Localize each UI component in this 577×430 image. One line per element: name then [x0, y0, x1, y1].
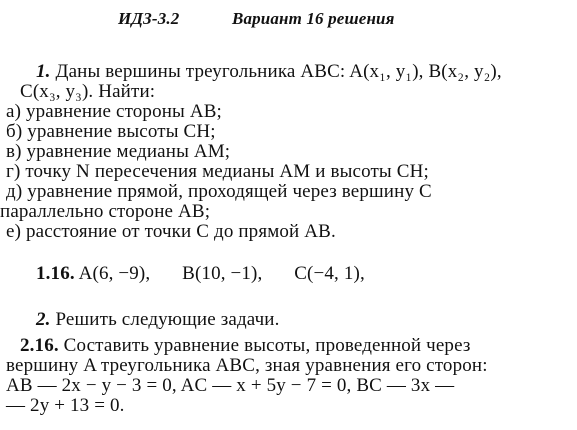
task1-item-d: д) уравнение прямой, проходящей через вершину C: [6, 181, 432, 202]
task2-line: [36, 310, 280, 330]
vertex-a: A(6, −9),: [78, 263, 151, 284]
task216-number: 2.16.: [20, 335, 59, 356]
vertex-b: B(10, −1),: [182, 263, 263, 284]
task1-item-b: б) уравнение высоты CH;: [6, 121, 216, 142]
document-code: ИДЗ-3.2: [118, 9, 180, 28]
task216-line3: AB — 2x − y − 3 = 0, AC — x + 5y − 7 = 0, BC — 3x —: [6, 375, 455, 396]
task2-number: 2.: [36, 309, 51, 330]
variant-title: Вариант 16 решения: [232, 9, 395, 28]
task1-intro-line1: [36, 62, 502, 82]
task1-item-g: г) точку N пересечения медианы AM и высоты CH;: [6, 161, 429, 182]
task216-line2: вершину A треугольника ABC, зная уравнения его сторон:: [6, 355, 488, 376]
task1-item-e: е) расстояние от точки C до прямой AB.: [6, 221, 336, 242]
variant-data-row: [36, 264, 365, 284]
task1-item-d-cont: параллельно стороне AB;: [0, 201, 211, 222]
variant-data-number: 1.16.: [36, 263, 75, 284]
task1-number: 1.: [36, 61, 51, 82]
task1-item-a: а) уравнение стороны AB;: [6, 101, 222, 122]
task1-intro-text: Даны вершины треугольника ABC: A(x₁, y₁), B(x₂, y₂),: [55, 61, 502, 82]
task2-text: Решить следующие задачи.: [55, 309, 280, 330]
task216-text1: Составить уравнение высоты, проведенной через: [63, 335, 471, 356]
task216-line4: — 2y + 13 = 0.: [6, 395, 125, 416]
task216-line1: [20, 336, 471, 356]
task1-item-v: в) уравнение медианы AM;: [6, 141, 231, 162]
vertex-c: C(−4, 1),: [294, 263, 365, 284]
task1-intro-line2: C(x₃, y₃). Найти:: [20, 81, 156, 102]
